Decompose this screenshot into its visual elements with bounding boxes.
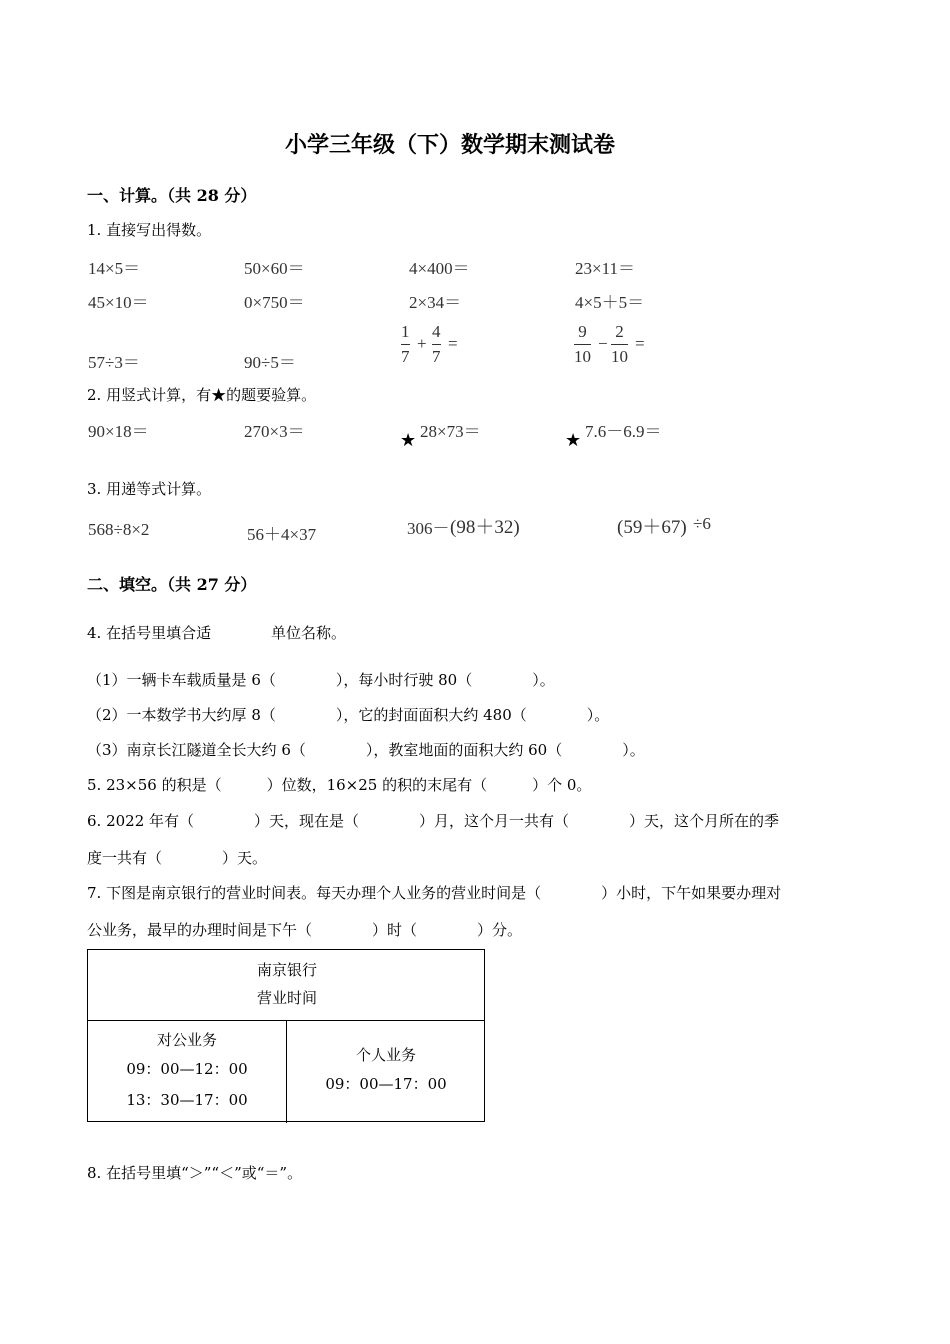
question-1-label: 1. 直接写出得数。 (87, 221, 212, 239)
table-divider (286, 1020, 287, 1123)
question-8: 8. 在括号里填“＞”“＜”或“＝”。 (87, 1164, 303, 1182)
table-cell: 个人业务 (355, 1046, 416, 1064)
q3-item: 306－ (407, 519, 450, 538)
equals-sign: = (635, 334, 645, 353)
q1-item: 2×34＝ (409, 293, 462, 312)
question-4-label: 4. 在括号里填合适 (87, 624, 212, 642)
q1-item: 14×5＝ (88, 259, 141, 278)
q3-item-paren: (59＋67) (617, 517, 687, 538)
q3-item-paren: (98＋32) (450, 517, 520, 538)
q3-item: ÷6 (693, 514, 711, 533)
q3-item: 568÷8×2 (88, 520, 150, 539)
numerator: 2 (615, 322, 624, 341)
table-header: 南京银行 (256, 961, 317, 979)
question-5: 5. 23×56 的积是（ ）位数，16×25 的积的末尾有（ ）个 0。 (87, 776, 592, 794)
table-cell: 13：30—17：00 (126, 1091, 248, 1109)
numerator: 1 (401, 322, 410, 341)
q1-item: 4×5＋5＝ (575, 293, 645, 312)
table-cell: 对公业务 (156, 1031, 217, 1049)
q1-item: 0×750＝ (244, 293, 305, 312)
star-icon: ★ (565, 430, 582, 451)
operator: + (417, 334, 427, 353)
question-6-line-1: 6. 2022 年有（ ）天，现在是（ ）月，这个月一共有（ ）天，这个月所在的季 (87, 812, 780, 830)
fraction (611, 323, 628, 366)
table-cell: 09：00—17：00 (325, 1075, 447, 1093)
question-7-line-1: 7. 下图是南京银行的营业时间表。每天办理个人业务的营业时间是（ ）小时，下午如果要办理对 (87, 884, 782, 902)
table-header: 营业时间 (256, 989, 317, 1007)
question-4-line-2: （2）一本数学书大约厚 8（ ），它的封面面积大约 480（ ）。 (87, 706, 610, 724)
numerator: 4 (432, 322, 441, 341)
star-icon: ★ (400, 430, 417, 451)
equals-sign: = (448, 334, 458, 353)
question-4-line-3: （3）南京长江隧道全长大约 6（ ），教室地面的面积大约 60（ ）。 (87, 741, 645, 759)
page-title: 小学三年级（下）数学期末测试卷 (285, 132, 616, 158)
q1-item: 45×10＝ (88, 293, 149, 312)
denominator: 7 (401, 347, 410, 366)
question-2-label: 2. 用竖式计算，有★的题要验算。 (87, 386, 317, 404)
q1-item: 4×400＝ (409, 259, 470, 278)
denominator: 10 (611, 347, 628, 366)
fraction (574, 323, 591, 366)
fraction (401, 323, 410, 366)
question-4-line-1: （1）一辆卡车载质量是 6（ ），每小时行驶 80（ ）。 (87, 671, 555, 689)
question-7-line-2: 公业务，最早的办理时间是下午（ ）时（ ）分。 (87, 921, 523, 939)
question-4-label-tail: 单位名称。 (271, 624, 347, 642)
q1-item: 57÷3＝ (88, 353, 140, 372)
q1-item: 23×11＝ (575, 259, 635, 278)
numerator: 9 (578, 322, 587, 341)
q3-item: 56＋4×37 (247, 525, 317, 544)
bank-hours-table (87, 949, 485, 1122)
operator: − (598, 334, 608, 353)
section-heading-calculation: 一、计算。（共 28 分） (87, 186, 257, 205)
table-cell: 09：00—12：00 (126, 1060, 248, 1078)
denominator: 7 (432, 347, 441, 366)
q1-item: 50×60＝ (244, 259, 305, 278)
q2-item: 90×18＝ (88, 422, 149, 441)
q1-item: 90÷5＝ (244, 353, 296, 372)
section-heading-fill-in: 二、填空。（共 27 分） (87, 575, 257, 594)
question-3-label: 3. 用递等式计算。 (87, 480, 212, 498)
q2-item: 7.6－6.9＝ (585, 422, 662, 441)
fraction (432, 323, 441, 366)
denominator: 10 (574, 347, 591, 366)
q2-item: 270×3＝ (244, 422, 305, 441)
q2-item: 28×73＝ (420, 422, 481, 441)
question-6-line-2: 度一共有（ ）天。 (87, 849, 268, 867)
